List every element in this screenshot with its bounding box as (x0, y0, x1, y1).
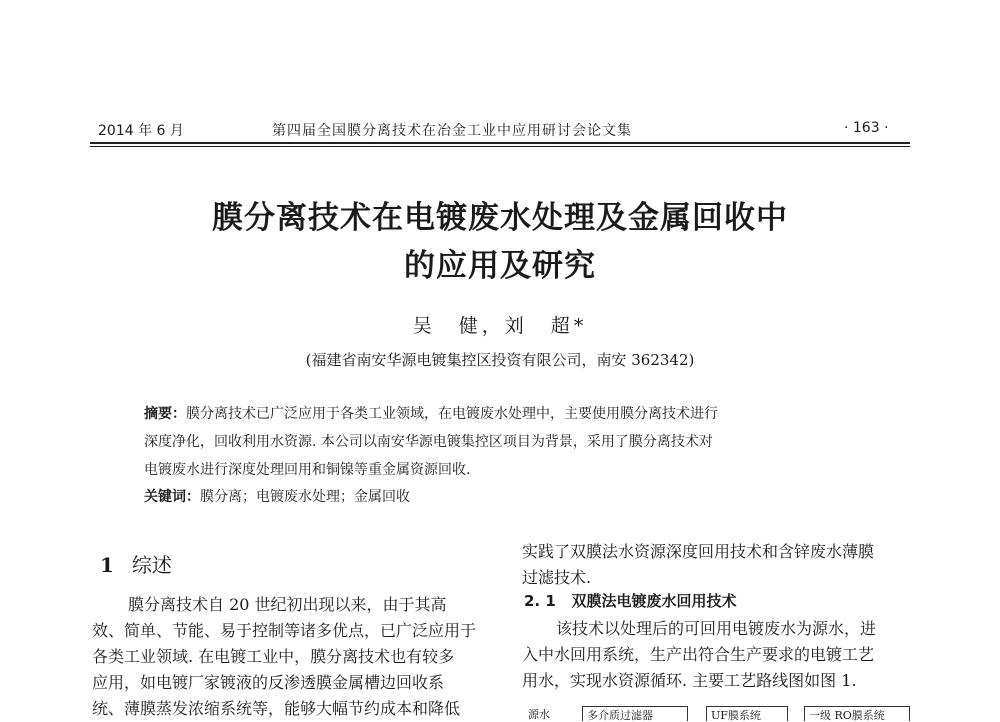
keywords-line (144, 486, 410, 506)
left-body-line-4: 应用，如电镀厂家镀液的反渗透膜金属槽边回收系 (92, 673, 445, 692)
header-journal: 第四届全国膜分离技术在冶金工业中应用研讨会论文集 (272, 123, 632, 139)
section-1-title: 综述 (131, 553, 172, 577)
header-page-number: · 163 · (844, 120, 889, 136)
right-body-line-5: 用水，实现水资源循环. 主要工艺路线图如图 1. (522, 671, 857, 690)
abstract-line-2: 深度净化，回收利用水资源. 本公司以南安华源电镀集控区项目为背景，采用了膜分离技术对 (144, 434, 713, 450)
header-rule-thin (90, 146, 910, 147)
left-body-line-2: 效、简单、节能、易于控制等诸多优点，已广泛应用于 (92, 621, 477, 640)
figure-source-label: 源水 (528, 708, 550, 721)
subsection-2-1-heading (524, 590, 736, 611)
abstract-line-3: 电镀废水进行深度处理回用和铜镍等重金属资源回收. (144, 462, 471, 478)
right-body-line-3: 该技术以处理后的可回用电镀废水为源水，进 (556, 619, 877, 638)
abstract-text-1: 膜分离技术已广泛应用于各类工业领域，在电镀废水处理中，主要使用膜分离技术进行 (186, 406, 718, 422)
header-date: 2014 年 6 月 (98, 123, 184, 139)
figure-box-ro: 一级 RO膜系统 (804, 706, 910, 721)
affiliation: (福建省南安华源电镀集控区投资有限公司，南安 362342) (305, 351, 695, 369)
keywords-text: 膜分离；电镀废水处理；金属回收 (200, 489, 410, 505)
section-1-number: 1 (100, 553, 114, 577)
figure-box-media-filter: 多介质过滤器 (582, 706, 688, 721)
abstract-line-1 (144, 403, 718, 423)
left-body-line-3: 各类工业领域. 在电镀工业中，膜分离技术也有较多 (92, 647, 455, 666)
section-1-heading (100, 549, 172, 578)
subsection-2-1-title: 双膜法电镀废水回用技术 (571, 592, 737, 610)
left-body-line-5: 统、薄膜蒸发浓缩系统等，能够大幅节约成本和降低 (92, 699, 461, 718)
right-body-line-4: 入中水回用系统，生产出符合生产要求的电镀工艺 (522, 645, 875, 664)
authors: 吴 健，刘 超* (412, 315, 588, 337)
figure-box-uf: UF膜系统 (706, 706, 788, 721)
left-body-line-1: 膜分离技术自 20 世纪初出现以来，由于其高 (128, 595, 447, 614)
right-body-line-1: 实践了双膜法水资源深度回用技术和含锌废水薄膜 (522, 542, 875, 561)
paper-title-line1: 膜分离技术在电镀废水处理及金属回收中 (212, 200, 788, 236)
abstract-label: 摘要： (144, 406, 186, 422)
paper-title-line2: 的应用及研究 (404, 248, 596, 284)
keywords-label: 关键词： (144, 489, 200, 505)
header-rule-thick (90, 142, 910, 144)
right-body-line-2: 过滤技术. (522, 568, 592, 587)
subsection-2-1-number: 2. 1 (524, 592, 556, 610)
